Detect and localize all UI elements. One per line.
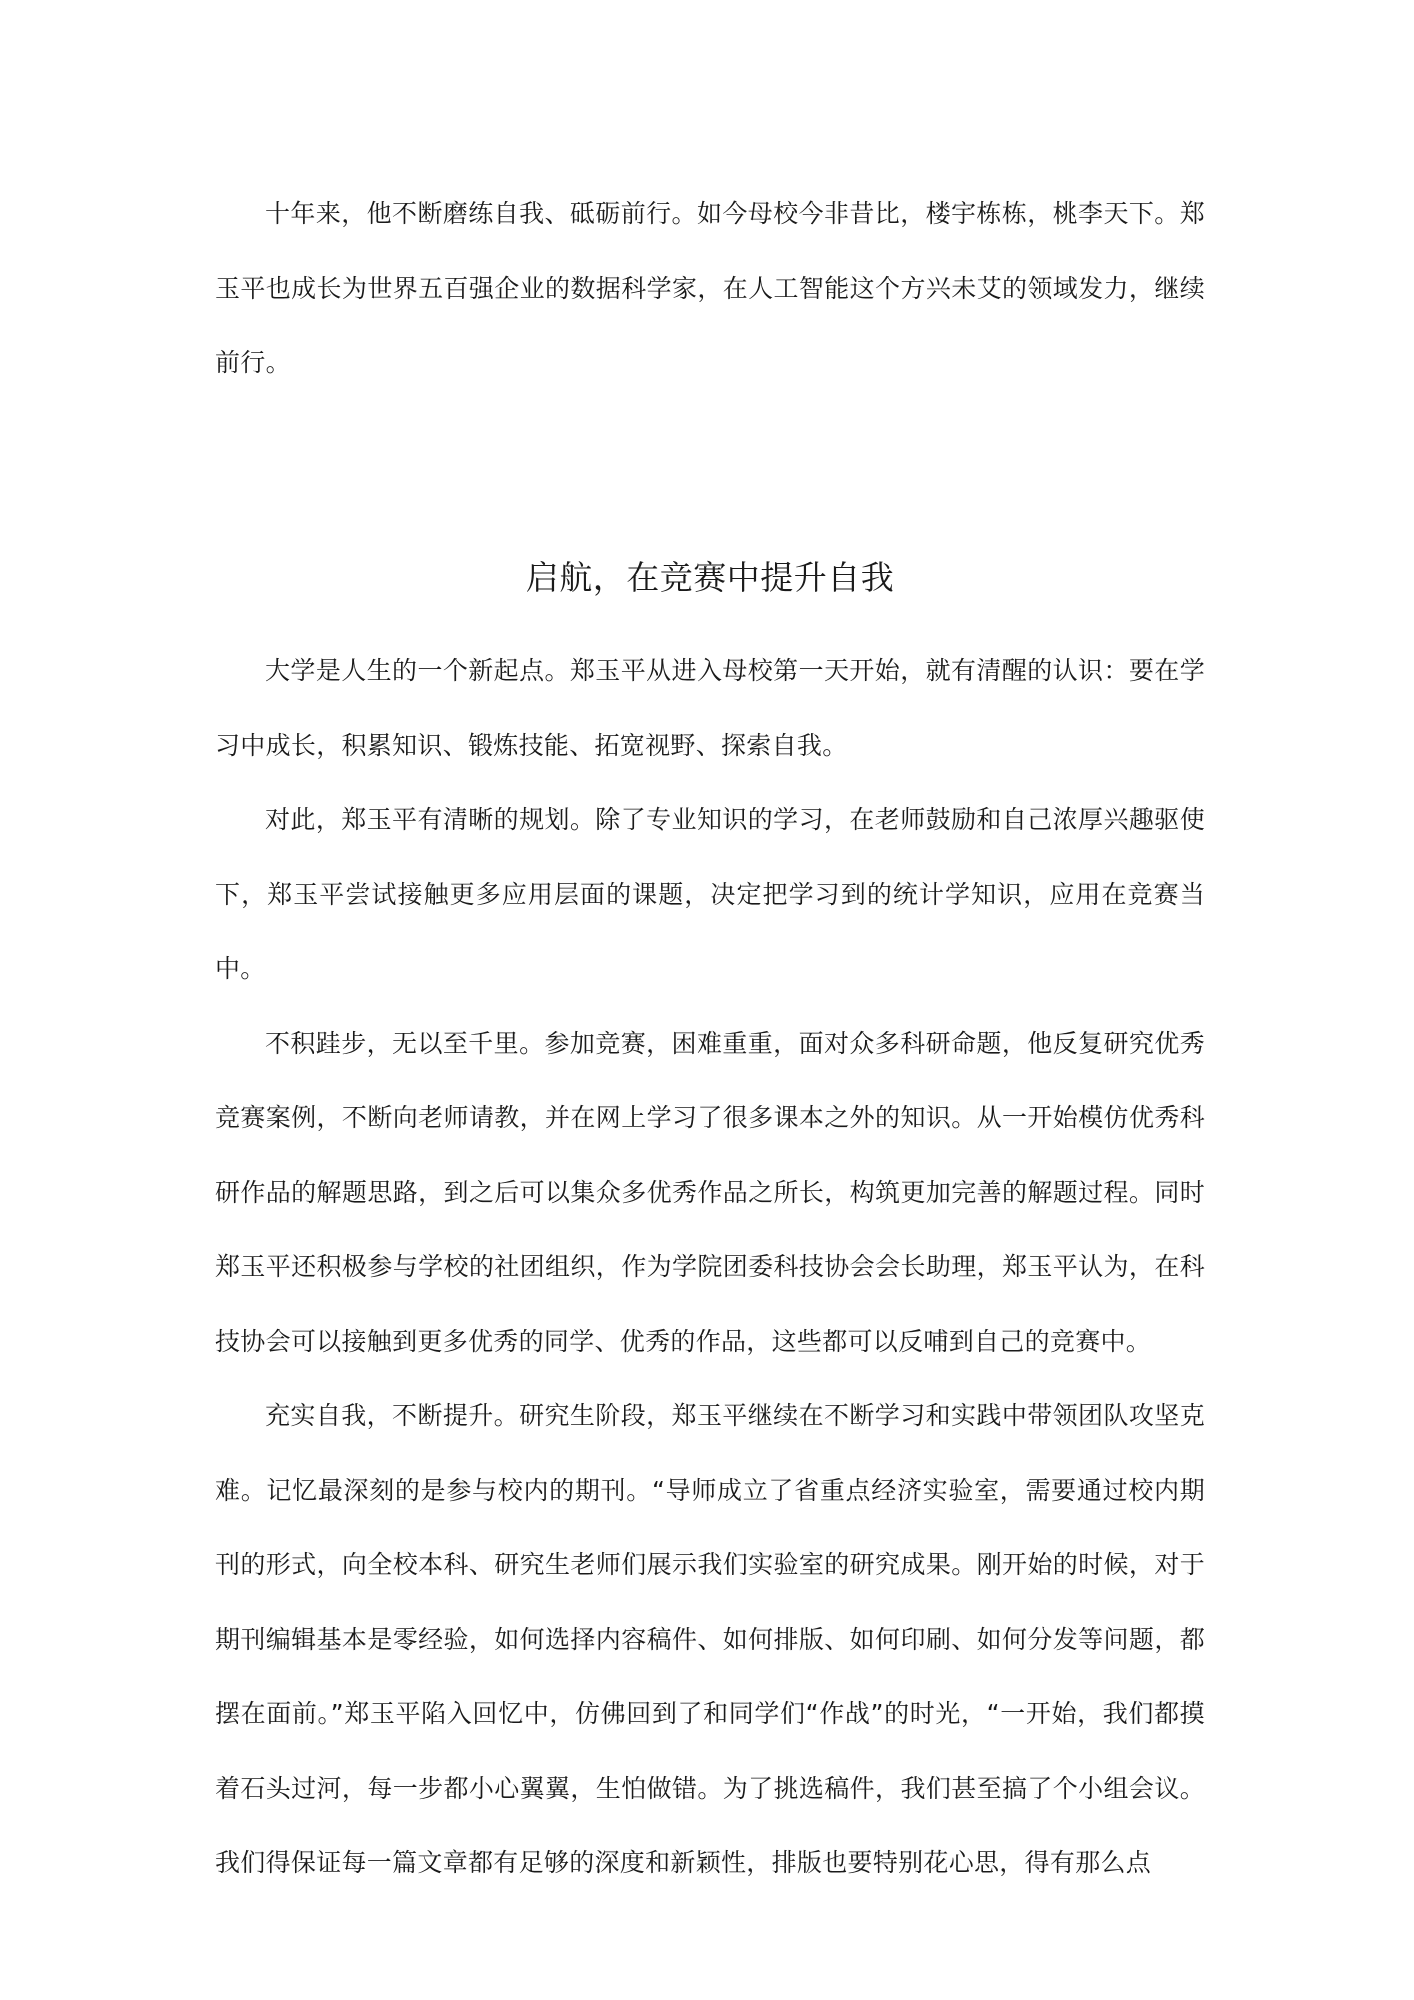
body-paragraph-3: 不积跬步，无以至千里。参加竞赛，困难重重，面对众多科研命题，他反复研究优秀竞赛案例，不断向老师请教，并在网上学习了很多课本之外的知识。从一开始模仿优秀科研作品的解题思路，到之后可以集众多优秀作品之所长，构筑更加完善的解题过程。同时郑玉平还积极参与学校的社团组织，作为学院团委科技协会会长助理，郑玉平认为，在科技协会可以接触到更多优秀的同学、优秀的作品，这些都可以反哺到自己的竞赛中。: [215, 1028, 1205, 1356]
body-paragraph-1: 大学是人生的一个新起点。郑玉平从进入母校第一天开始，就有清醒的认识：要在学习中成长，积累知识、锻炼技能、拓宽视野、探索自我。: [215, 656, 1205, 760]
section-body: [215, 634, 1205, 1901]
section-title: 启航，在竞赛中提升自我: [525, 558, 895, 597]
intro-paragraph: 十年来，他不断磨练自我、砥砺前行。如今母校今非昔比，楼宇栋栋，桃李天下。郑玉平也成长为世界五百强企业的数据科学家，在人工智能这个方兴未艾的领域发力，继续前行。: [215, 199, 1205, 377]
body-paragraph-2: 对此，郑玉平有清晰的规划。除了专业知识的学习，在老师鼓励和自己浓厚兴趣驱使下，郑玉平尝试接触更多应用层面的课题，决定把学习到的统计学知识，应用在竞赛当中。: [215, 805, 1205, 983]
body-paragraph-4: 充实自我，不断提升。研究生阶段，郑玉平继续在不断学习和实践中带领团队攻坚克难。记忆最深刻的是参与校内的期刊。“导师成立了省重点经济实验室，需要通过校内期刊的形式，向全校本科、研究生老师们展示我们实验室的研究成果。刚开始的时候，对于期刊编辑基本是零经验，如何选择内容稿件、如何排版、如何印刷、如何分发等问题，都摆在面前。”郑玉平陷入回忆中，仿佛回到了和同学们“作战”的时光，“一开始，我们都摸着石头过河，每一步都小心翼翼，生怕做错。为了挑选稿件，我们甚至搞了个小组会议。我们得保证每一篇文章都有足够的深度和新颖性，排版也要特别花心思，得有那么点: [215, 1401, 1205, 1877]
